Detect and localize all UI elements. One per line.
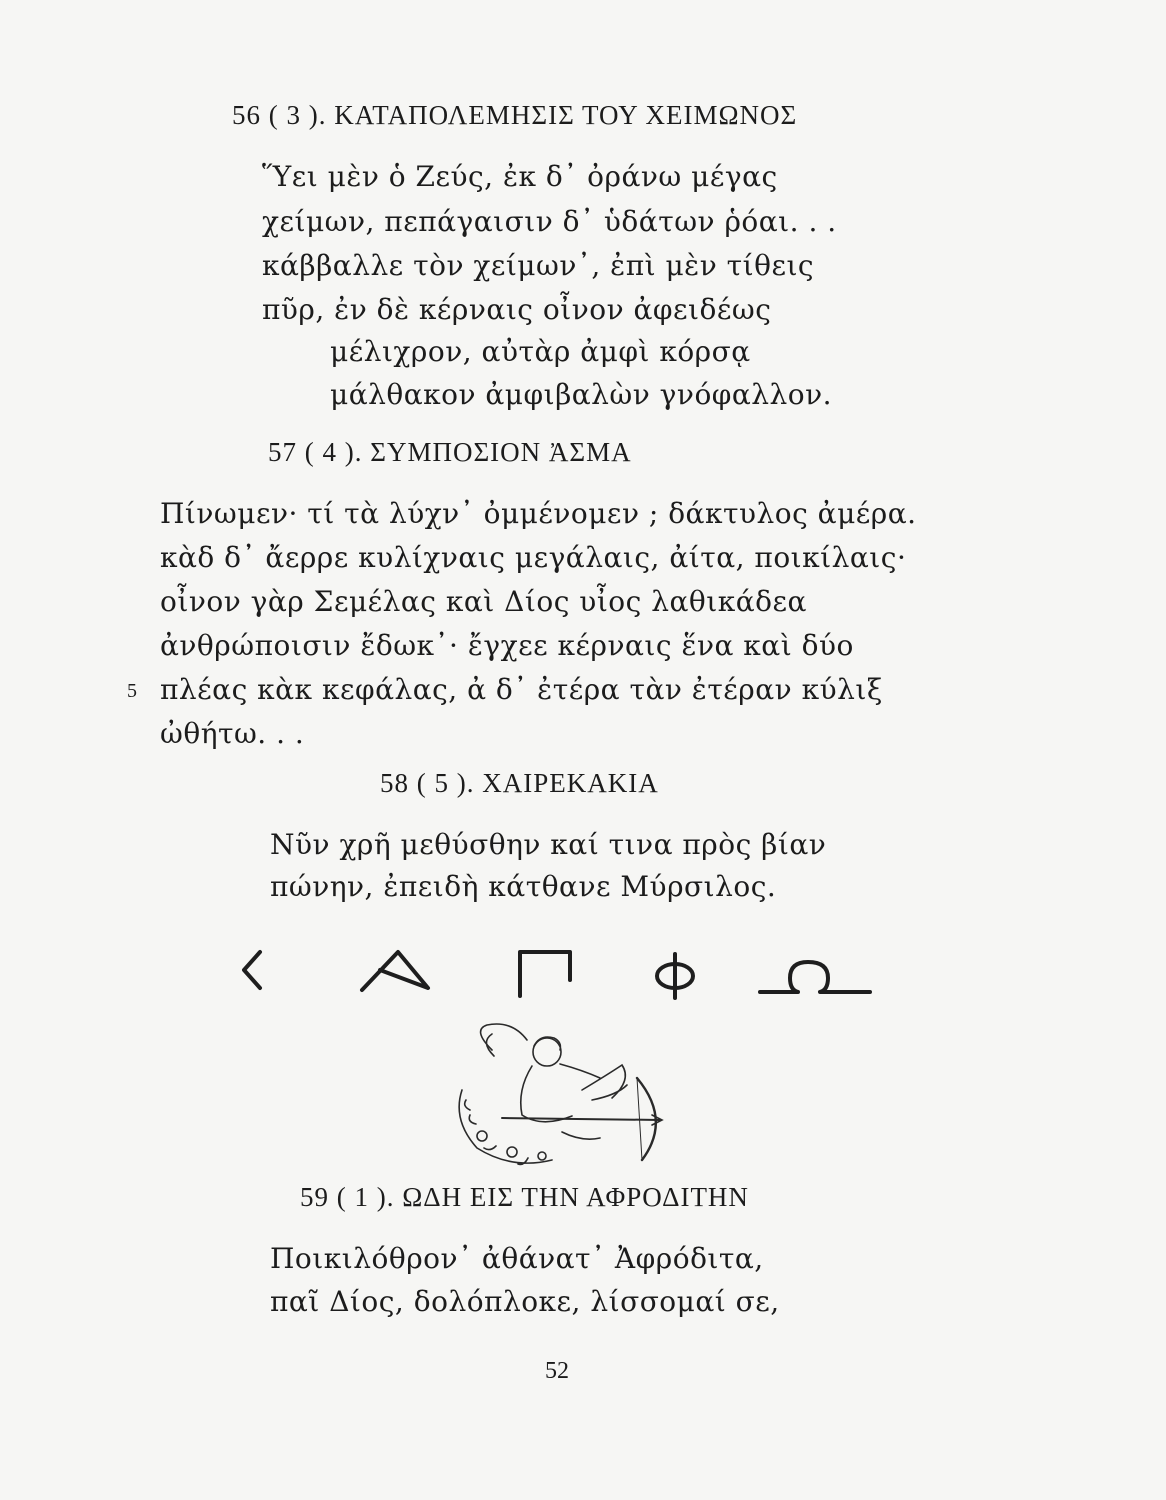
- poem-line: Ὕει μὲν ὁ Ζεύς, ἐκ δ᾽ ὀράνω μέγας: [262, 160, 778, 193]
- poem-line: Νῦν χρῆ μεθύσθην καί τινα πρὸς βίαν: [270, 828, 827, 861]
- poem-line: κάββαλλε τὸν χείμων᾽, ἐπὶ μὲν τίθεις: [262, 249, 815, 282]
- poem-heading-58: 58 ( 5 ). ΧΑΙΡΕΚΑΚΙΑ: [380, 768, 659, 798]
- poem-heading-57: 57 ( 4 ). ΣΥΜΠΟΣΙΟΝ ἈΣΜΑ: [268, 437, 632, 467]
- poem-heading-56: 56 ( 3 ). ΚΑΤΑΠΟΛΕΜΗΣΙΣ ΤΟΥ ΧΕΙΜΩΝΟΣ: [232, 100, 798, 130]
- page-number: 52: [545, 1358, 569, 1384]
- poem-line: πῦρ, ἐν δὲ κέρναις οἶνον ἀφειδέως: [262, 293, 772, 326]
- letter-alpha-glyph: [362, 952, 428, 990]
- line-number: 5: [127, 680, 137, 702]
- poem-line: παῖ Δίος, δολόπλοκε, λίσσομαί σε,: [270, 1285, 780, 1318]
- letter-omega-glyph: [760, 962, 870, 992]
- poem-line: πλέας κὰκ κεφάλας, ἀ δ᾽ ἐτέρα τὰν ἐτέραν κύλιξ: [160, 673, 883, 706]
- poem-line: μέλιχρον, αὐτὰρ ἀμφὶ κόρσᾳ: [330, 335, 751, 368]
- poem-line: μάλθακον ἀμφιβαλὼν γνόφαλλον.: [330, 378, 833, 411]
- letter-sigma-glyph: [244, 952, 260, 988]
- poem-line: χείμων, πεπάγαισιν δ᾽ ὑδάτων ῥόαι. . .: [262, 205, 837, 238]
- poem-line: ἀνθρώποισιν ἔδωκ᾽· ἔγχεε κέρναις ἕνα καὶ δύο: [160, 629, 854, 662]
- poem-line: Ποικιλόθρον᾽ ἀθάνατ᾽ Ἀφρόδιτα,: [270, 1242, 764, 1275]
- poem-line: κὰδ δ᾽ ἄερρε κυλίχναις μεγάλαις, ἀίτα, ποικίλαις·: [160, 541, 907, 574]
- archaic-letters-decoration: [230, 940, 890, 1010]
- letter-pi-glyph: [520, 952, 570, 996]
- poem-line: πώνην, ἐπειδὴ κάτθανε Μύρσιλος.: [270, 870, 777, 903]
- poem-heading-59: 59 ( 1 ). ΩΔΗ ΕΙΣ ΤΗΝ ΑΦΡΟΔΙΤΗΝ: [300, 1182, 749, 1212]
- poem-line: Πίνωμεν· τί τὰ λύχν᾽ ὀμμένομεν ; δάκτυλος ἀμέρα.: [160, 497, 917, 530]
- letter-phi-glyph: [657, 954, 693, 998]
- poem-line: ὠθήτω. . .: [160, 717, 305, 750]
- poem-line: οἶνον γὰρ Σεμέλας καὶ Δίος υἶος λαθικάδεα: [160, 585, 807, 618]
- cupid-with-bow-illustration: [432, 1020, 692, 1170]
